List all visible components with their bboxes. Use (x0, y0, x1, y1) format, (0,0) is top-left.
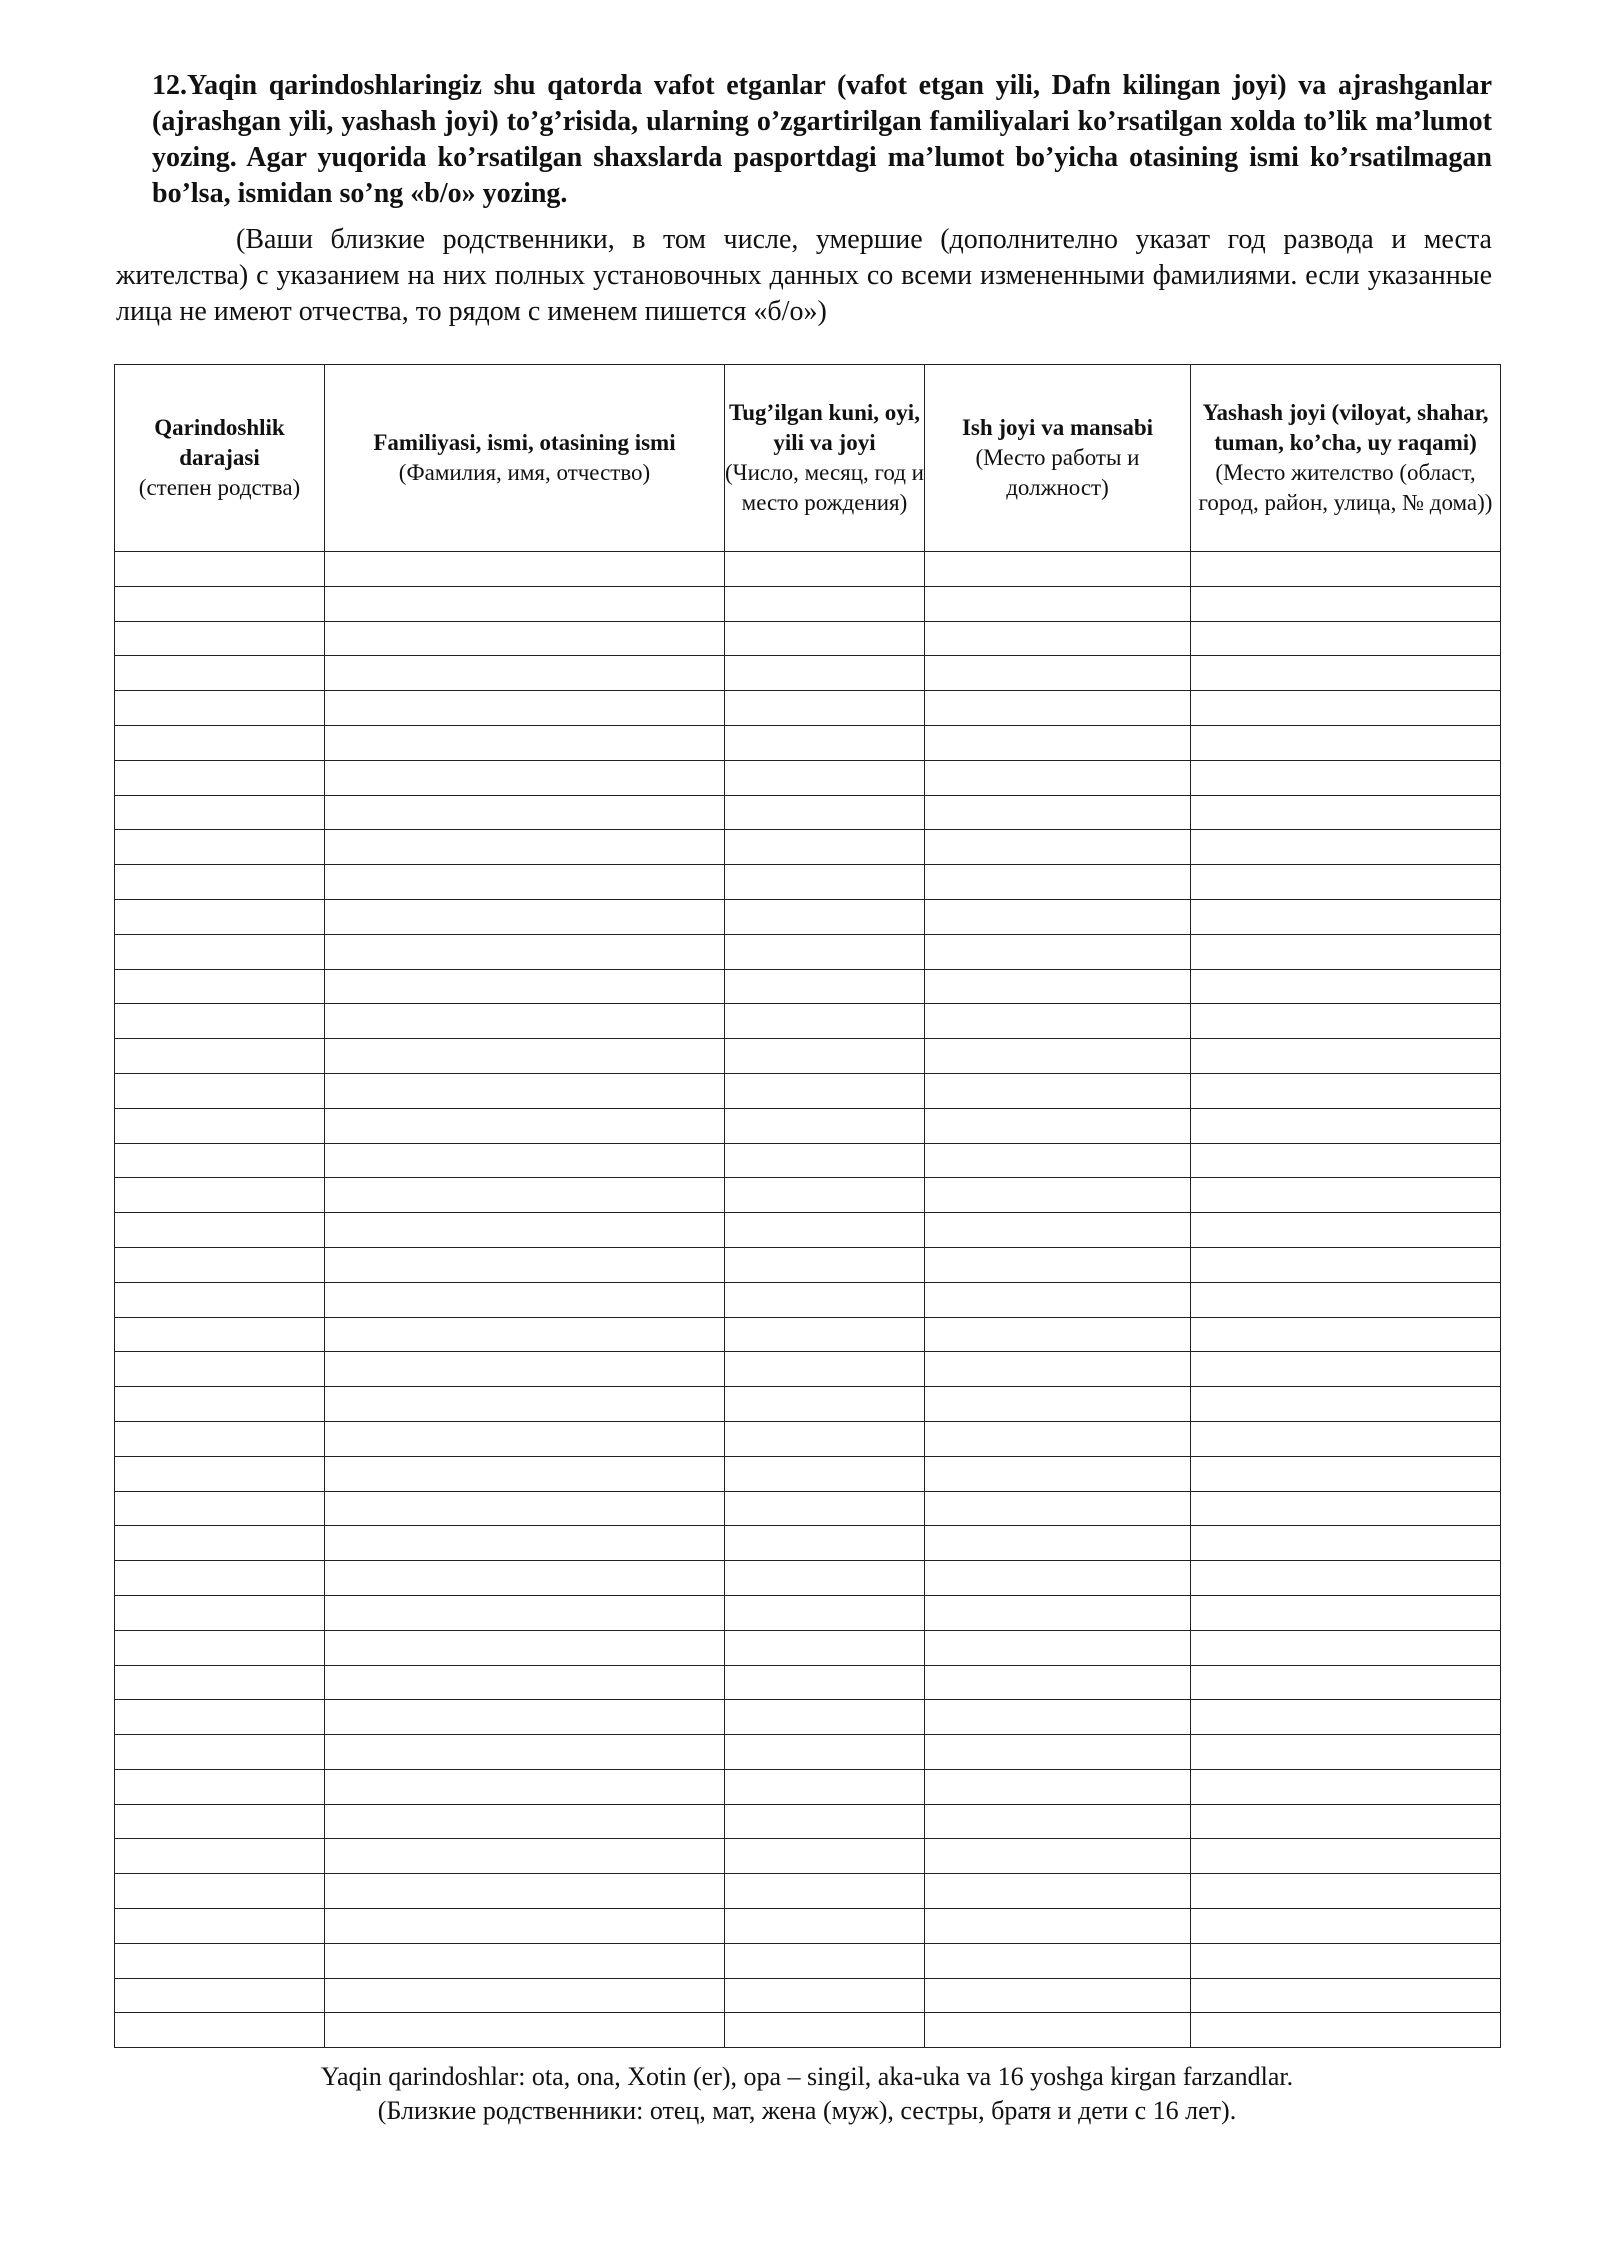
table-cell[interactable] (325, 1839, 725, 1874)
column-header-residence (1191, 365, 1501, 552)
table-cell[interactable] (925, 1387, 1191, 1422)
column-header-label: Ish joyi va mansabi (961, 415, 1154, 440)
table-cell[interactable] (325, 1909, 725, 1944)
column-header-label: Qarindoshlik darajasi (154, 415, 285, 470)
table-cell[interactable] (925, 1595, 1191, 1630)
table-cell[interactable] (725, 1491, 925, 1526)
table-cell[interactable] (115, 1282, 325, 1317)
table-cell[interactable] (115, 1213, 325, 1248)
table-cell[interactable] (925, 1735, 1191, 1770)
table-cell[interactable] (1191, 1630, 1501, 1665)
column-header-full-name (325, 365, 725, 552)
table-cell[interactable] (1191, 1665, 1501, 1700)
table-cell[interactable] (115, 1317, 325, 1352)
table-row (115, 621, 1501, 656)
table-cell[interactable] (925, 725, 1191, 760)
table-cell[interactable] (725, 1909, 925, 1944)
table-cell[interactable] (1191, 1213, 1501, 1248)
table-cell[interactable] (325, 1247, 725, 1282)
table-cell[interactable] (925, 1665, 1191, 1700)
table-cell[interactable] (1191, 934, 1501, 969)
column-header-sublabel: (Фамилия, имя, отчество) (398, 460, 651, 485)
column-header-label: Familiyasi, ismi, otasining ismi (373, 430, 676, 455)
table-cell[interactable] (725, 1595, 925, 1630)
table-cell[interactable] (725, 795, 925, 830)
table-cell[interactable] (1191, 1282, 1501, 1317)
table-cell[interactable] (1191, 1421, 1501, 1456)
table-cell[interactable] (1191, 2013, 1501, 2048)
table-cell[interactable] (925, 1247, 1191, 1282)
table-cell[interactable] (925, 2013, 1191, 2048)
table-cell[interactable] (725, 1839, 925, 1874)
table-row (115, 1526, 1501, 1561)
table-cell[interactable] (1191, 1178, 1501, 1213)
table-cell[interactable] (115, 899, 325, 934)
table-cell[interactable] (325, 1491, 725, 1526)
table-cell[interactable] (725, 1108, 925, 1143)
table-cell[interactable] (325, 1352, 725, 1387)
table-row (115, 1943, 1501, 1978)
table-cell[interactable] (925, 969, 1191, 1004)
table-cell[interactable] (1191, 691, 1501, 726)
table-cell[interactable] (1191, 795, 1501, 830)
table-cell[interactable] (725, 1630, 925, 1665)
table-cell[interactable] (925, 1526, 1191, 1561)
table-cell[interactable] (115, 795, 325, 830)
table-cell[interactable] (725, 1526, 925, 1561)
table-row (115, 691, 1501, 726)
table-cell[interactable] (925, 1456, 1191, 1491)
table-cell[interactable] (115, 1769, 325, 1804)
table-cell[interactable] (325, 1282, 725, 1317)
column-header-label: Yashash joyi (viloyat, shahar, tuman, ko’cha, uy raqami) (1202, 400, 1489, 455)
table-row (115, 934, 1501, 969)
table-cell[interactable] (325, 691, 725, 726)
table-row (115, 1282, 1501, 1317)
table-row (115, 1839, 1501, 1874)
table-cell[interactable] (115, 691, 325, 726)
table-cell[interactable] (115, 1073, 325, 1108)
table-cell[interactable] (725, 1247, 925, 1282)
table-row (115, 1735, 1501, 1770)
table-cell[interactable] (725, 725, 925, 760)
table-cell[interactable] (725, 621, 925, 656)
table-cell[interactable] (325, 1456, 725, 1491)
table-cell[interactable] (1191, 1735, 1501, 1770)
table-cell[interactable] (115, 1004, 325, 1039)
table-cell[interactable] (1191, 1595, 1501, 1630)
table-row (115, 1874, 1501, 1909)
table-row (115, 1317, 1501, 1352)
table-cell[interactable] (115, 1456, 325, 1491)
table-cell[interactable] (325, 1421, 725, 1456)
table-row (115, 1247, 1501, 1282)
column-header-label: Tug’ilgan kuni, oyi, yili va joyi (729, 400, 920, 455)
table-cell[interactable] (115, 1700, 325, 1735)
table-cell[interactable] (325, 621, 725, 656)
table-cell[interactable] (1191, 1491, 1501, 1526)
footer-note-uz: Yaqin qarindoshlar: ota, ona, Xotin (er), opa – singil, aka-uka va 16 yoshga kirgan farzandlar. (320, 2062, 1294, 2091)
table-row (115, 725, 1501, 760)
table-row (115, 1561, 1501, 1596)
relatives-table (114, 364, 1501, 2048)
table-cell[interactable] (325, 725, 725, 760)
section-subheading: (Ваши близкие родственники, в том числе, умершие (дополнително указат год развода и места жителства) с указанием на них полных установочных данных со всеми измененными фамилиями. если указанные лица не имеют отчества, то рядом с именем пишется «б/о») (116, 224, 1492, 327)
table-cell[interactable] (325, 1735, 725, 1770)
table-row (115, 1178, 1501, 1213)
table-cell[interactable] (325, 760, 725, 795)
table-cell[interactable] (925, 1874, 1191, 1909)
table-row (115, 1665, 1501, 1700)
table-cell[interactable] (325, 1213, 725, 1248)
table-cell[interactable] (725, 1352, 925, 1387)
table-cell[interactable] (725, 1874, 925, 1909)
table-cell[interactable] (925, 1421, 1191, 1456)
table-row (115, 1804, 1501, 1839)
table-body (115, 552, 1501, 2048)
table-cell[interactable] (1191, 1561, 1501, 1596)
table-cell[interactable] (325, 1769, 725, 1804)
table-cell[interactable] (115, 1909, 325, 1944)
table-cell[interactable] (725, 1804, 925, 1839)
table-cell[interactable] (725, 1943, 925, 1978)
table-cell[interactable] (925, 1073, 1191, 1108)
table-cell[interactable] (725, 1421, 925, 1456)
table-row (115, 795, 1501, 830)
table-cell[interactable] (725, 1387, 925, 1422)
table-row (115, 1909, 1501, 1944)
table-cell[interactable] (725, 1282, 925, 1317)
table-cell[interactable] (325, 656, 725, 691)
table-cell[interactable] (725, 1039, 925, 1074)
table-cell[interactable] (115, 934, 325, 969)
footer-note (114, 2060, 1500, 2128)
table-row (115, 899, 1501, 934)
table-cell[interactable] (325, 1630, 725, 1665)
table-cell[interactable] (1191, 1769, 1501, 1804)
table-cell[interactable] (925, 1700, 1191, 1735)
table-cell[interactable] (325, 1073, 725, 1108)
table-cell[interactable] (115, 1943, 325, 1978)
table-cell[interactable] (1191, 1978, 1501, 2013)
table-cell[interactable] (925, 1143, 1191, 1178)
table-cell[interactable] (325, 1978, 725, 2013)
table-cell[interactable] (115, 1039, 325, 1074)
table-row (115, 1491, 1501, 1526)
table-cell[interactable] (1191, 1039, 1501, 1074)
table-cell[interactable] (1191, 969, 1501, 1004)
table-cell[interactable] (1191, 865, 1501, 900)
table-cell[interactable] (1191, 760, 1501, 795)
table-cell[interactable] (1191, 1317, 1501, 1352)
table-row (115, 552, 1501, 587)
table-cell[interactable] (325, 552, 725, 587)
table-cell[interactable] (725, 1735, 925, 1770)
table-cell[interactable] (325, 1143, 725, 1178)
table-cell[interactable] (725, 1665, 925, 1700)
table-cell[interactable] (925, 1213, 1191, 1248)
table-cell[interactable] (725, 1178, 925, 1213)
table-cell[interactable] (925, 1352, 1191, 1387)
table-row (115, 969, 1501, 1004)
table-cell[interactable] (325, 1561, 725, 1596)
table-row (115, 1108, 1501, 1143)
table-cell[interactable] (925, 1630, 1191, 1665)
table-row (115, 1630, 1501, 1665)
table-cell[interactable] (115, 2013, 325, 2048)
table-cell[interactable] (1191, 1804, 1501, 1839)
table-cell[interactable] (115, 621, 325, 656)
table-cell[interactable] (115, 1735, 325, 1770)
table-cell[interactable] (325, 2013, 725, 2048)
table-cell[interactable] (725, 691, 925, 726)
table-cell[interactable] (725, 1213, 925, 1248)
table-cell[interactable] (725, 1456, 925, 1491)
table-cell[interactable] (115, 1874, 325, 1909)
table-cell[interactable] (925, 1804, 1191, 1839)
column-header-sublabel: (Место работы и должност) (975, 445, 1140, 500)
table-cell[interactable] (325, 1317, 725, 1352)
table-cell[interactable] (115, 1352, 325, 1387)
table-cell[interactable] (925, 1769, 1191, 1804)
table-cell[interactable] (1191, 1943, 1501, 1978)
table-cell[interactable] (325, 865, 725, 900)
table-cell[interactable] (115, 1595, 325, 1630)
table-cell[interactable] (725, 899, 925, 934)
table-cell[interactable] (925, 1978, 1191, 2013)
table-cell[interactable] (1191, 1073, 1501, 1108)
table-cell[interactable] (925, 552, 1191, 587)
table-cell[interactable] (115, 1421, 325, 1456)
table-cell[interactable] (925, 586, 1191, 621)
table-cell[interactable] (325, 1595, 725, 1630)
table-cell[interactable] (725, 1004, 925, 1039)
table-row (115, 1700, 1501, 1735)
table-cell[interactable] (115, 656, 325, 691)
table-cell[interactable] (725, 969, 925, 1004)
table-row (115, 1769, 1501, 1804)
table-cell[interactable] (925, 899, 1191, 934)
column-header-sublabel: (Число, месяц, год и место рождения) (725, 460, 924, 515)
table-cell[interactable] (115, 1526, 325, 1561)
table-cell[interactable] (725, 656, 925, 691)
section-heading: 12.Yaqin qarindoshlaringiz shu qatorda vafot etganlar (vafot etgan yili, Dafn kilingan joyi) va ajrashganlar (ajrashgan yili, yashash joyi) to’g’risida, ularning o’zgartirilgan familiyalari ko’rsatilgan xolda to’lik ma’lumot yozing. Agar yuqorida ko’rsatilgan shaxslarda pasportdagi ma’lumot bo’yicha otasining ismi ko’rsatilmagan bo’lsa, ismidan so’ng «b/o» yozing. (152, 70, 1492, 209)
table-cell[interactable] (925, 830, 1191, 865)
table-cell[interactable] (1191, 1909, 1501, 1944)
table-cell[interactable] (925, 1282, 1191, 1317)
table-cell[interactable] (1191, 1700, 1501, 1735)
table-row (115, 1595, 1501, 1630)
table-cell[interactable] (1191, 1456, 1501, 1491)
table-cell[interactable] (115, 1247, 325, 1282)
table-cell[interactable] (325, 899, 725, 934)
table-cell[interactable] (115, 1143, 325, 1178)
table-cell[interactable] (325, 969, 725, 1004)
table-cell[interactable] (1191, 656, 1501, 691)
table-cell[interactable] (325, 1108, 725, 1143)
table-cell[interactable] (725, 760, 925, 795)
table-cell[interactable] (725, 552, 925, 587)
table-row (115, 1421, 1501, 1456)
table-cell[interactable] (1191, 1108, 1501, 1143)
table-cell[interactable] (925, 1317, 1191, 1352)
table-cell[interactable] (925, 934, 1191, 969)
table-cell[interactable] (325, 1943, 725, 1978)
table-cell[interactable] (115, 969, 325, 1004)
table-header-row (115, 365, 1501, 552)
table-cell[interactable] (925, 1491, 1191, 1526)
table-cell[interactable] (925, 760, 1191, 795)
table-row (115, 2013, 1501, 2048)
table-row (115, 1039, 1501, 1074)
table-cell[interactable] (115, 1630, 325, 1665)
table-cell[interactable] (725, 1769, 925, 1804)
table-cell[interactable] (725, 1561, 925, 1596)
table-cell[interactable] (115, 1978, 325, 2013)
table-cell[interactable] (925, 1178, 1191, 1213)
table-cell[interactable] (325, 1804, 725, 1839)
table-cell[interactable] (1191, 1004, 1501, 1039)
table-cell[interactable] (1191, 1247, 1501, 1282)
table-cell[interactable] (925, 621, 1191, 656)
table-cell[interactable] (1191, 830, 1501, 865)
column-header-workplace (925, 365, 1191, 552)
table-cell[interactable] (725, 1700, 925, 1735)
table-cell[interactable] (115, 1108, 325, 1143)
column-header-sublabel: (степен родства) (138, 475, 301, 500)
table-cell[interactable] (1191, 1143, 1501, 1178)
table-cell[interactable] (115, 1178, 325, 1213)
table-cell[interactable] (325, 1178, 725, 1213)
table-cell[interactable] (925, 656, 1191, 691)
table-cell[interactable] (725, 830, 925, 865)
table-cell[interactable] (325, 1700, 725, 1735)
table-cell[interactable] (115, 586, 325, 621)
table-cell[interactable] (115, 1491, 325, 1526)
table-cell[interactable] (1191, 1526, 1501, 1561)
table-cell[interactable] (925, 795, 1191, 830)
table-cell[interactable] (1191, 1352, 1501, 1387)
table-cell[interactable] (925, 1108, 1191, 1143)
table-cell[interactable] (325, 934, 725, 969)
table-cell[interactable] (325, 830, 725, 865)
table-cell[interactable] (925, 1039, 1191, 1074)
table-cell[interactable] (725, 1978, 925, 2013)
table-cell[interactable] (1191, 552, 1501, 587)
table-row (115, 1978, 1501, 2013)
table-row (115, 865, 1501, 900)
table-cell[interactable] (1191, 725, 1501, 760)
table-cell[interactable] (115, 1665, 325, 1700)
table-row (115, 656, 1501, 691)
table-row (115, 1143, 1501, 1178)
table-cell[interactable] (725, 934, 925, 969)
column-header-sublabel: (Место жителство (област, город, район, улица, № дома)) (1198, 460, 1493, 515)
table-cell[interactable] (325, 1526, 725, 1561)
table-cell[interactable] (925, 1561, 1191, 1596)
column-header-relation (115, 365, 325, 552)
table-cell[interactable] (325, 1004, 725, 1039)
table-cell[interactable] (925, 1943, 1191, 1978)
table-cell[interactable] (115, 760, 325, 795)
table-cell[interactable] (925, 691, 1191, 726)
table-cell[interactable] (925, 1839, 1191, 1874)
table-row (115, 1004, 1501, 1039)
table-cell[interactable] (115, 830, 325, 865)
table-cell[interactable] (325, 1039, 725, 1074)
table-cell[interactable] (925, 1004, 1191, 1039)
table-cell[interactable] (725, 586, 925, 621)
table-cell[interactable] (725, 1317, 925, 1352)
table-cell[interactable] (115, 1839, 325, 1874)
table-cell[interactable] (1191, 1839, 1501, 1874)
table-cell[interactable] (115, 552, 325, 587)
table-cell[interactable] (1191, 899, 1501, 934)
table-cell[interactable] (115, 865, 325, 900)
table-cell[interactable] (115, 725, 325, 760)
table-row (115, 830, 1501, 865)
column-header-birth (725, 365, 925, 552)
table-cell[interactable] (1191, 1387, 1501, 1422)
table-cell[interactable] (725, 1073, 925, 1108)
table-row (115, 1073, 1501, 1108)
footer-note-ru: (Близкие родственники: отец, мат, жена (муж), сестры, братя и дети с 16 лет). (377, 2096, 1237, 2125)
table-cell[interactable] (925, 865, 1191, 900)
table-row (115, 1213, 1501, 1248)
table-cell[interactable] (725, 2013, 925, 2048)
table-cell[interactable] (115, 1387, 325, 1422)
table-cell[interactable] (115, 1804, 325, 1839)
table-row (115, 1387, 1501, 1422)
table-cell[interactable] (325, 1874, 725, 1909)
table-cell[interactable] (1191, 621, 1501, 656)
table-row (115, 1456, 1501, 1491)
table-cell[interactable] (1191, 586, 1501, 621)
table-cell[interactable] (725, 865, 925, 900)
table-cell[interactable] (325, 586, 725, 621)
table-cell[interactable] (115, 1561, 325, 1596)
table-row (115, 760, 1501, 795)
table-cell[interactable] (725, 1143, 925, 1178)
table-cell[interactable] (325, 795, 725, 830)
table-cell[interactable] (1191, 1874, 1501, 1909)
table-cell[interactable] (325, 1387, 725, 1422)
table-cell[interactable] (325, 1665, 725, 1700)
table-cell[interactable] (925, 1909, 1191, 1944)
table-row (115, 586, 1501, 621)
table-row (115, 1352, 1501, 1387)
